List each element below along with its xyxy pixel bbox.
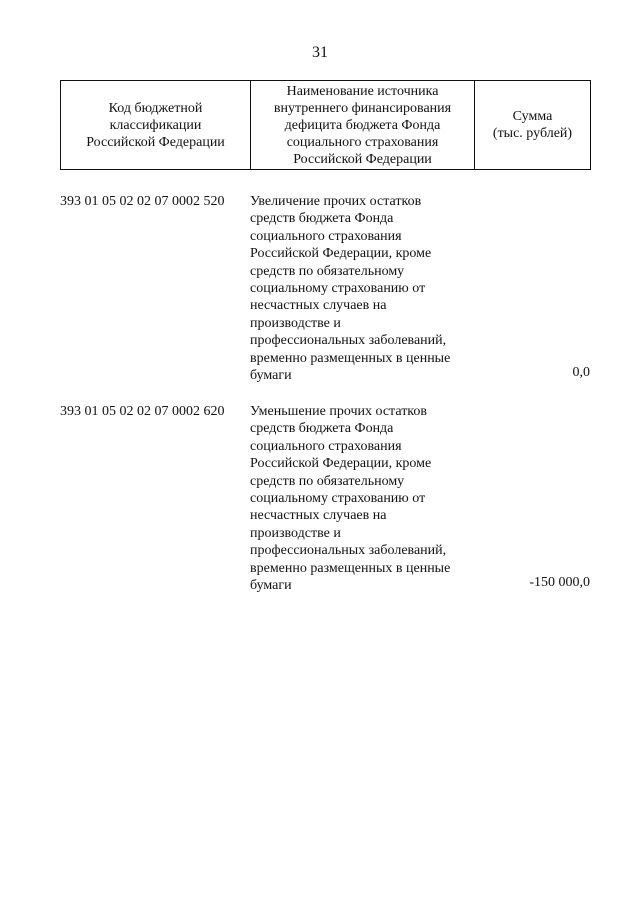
row-name-line: производстве и	[250, 525, 341, 541]
header-name-line: внутреннего финансирования	[273, 100, 452, 116]
row-name-line: профессиональных заболеваний,	[250, 543, 447, 559]
row-name-line: средств по обязательному	[250, 473, 405, 489]
row-name-line: социального страхования	[250, 438, 402, 454]
header-sum-cell	[475, 81, 591, 170]
row-name-line: Увеличение прочих остатков	[250, 194, 422, 209]
page-number: 31	[312, 44, 328, 61]
table-row	[60, 193, 590, 384]
row-name-line: Российской Федерации, кроме	[250, 456, 432, 472]
row-name	[250, 403, 474, 594]
header-sum-line: (тыс. рублей)	[492, 126, 573, 141]
row-code: 393 01 05 02 02 07 0002 620	[60, 404, 225, 419]
row-name-line: социального страхования	[250, 228, 402, 244]
header-name-cell	[251, 81, 475, 170]
row-name-line: средств бюджета Фонда	[250, 421, 394, 437]
header-name-line: социального страхования	[286, 134, 439, 150]
row-name-line: профессиональных заболеваний,	[250, 333, 447, 349]
row-amount: -150 000,0	[529, 574, 590, 590]
row-name-line: временно размещенных в ценные	[250, 560, 451, 576]
row-name-line: Уменьшение прочих остатков	[250, 404, 428, 419]
row-name-line: Российской Федерации, кроме	[250, 246, 432, 262]
row-code: 393 01 05 02 02 07 0002 520	[60, 194, 225, 209]
row-name-line: производстве и	[250, 315, 341, 331]
header-sum-line: Сумма	[512, 109, 553, 124]
row-name-line: средств по обязательному	[250, 263, 405, 279]
header-code-cell	[61, 81, 251, 170]
row-amount: 0,0	[572, 364, 590, 380]
row-name-line: бумаги	[250, 368, 292, 384]
row-name-line: социальному страхованию от	[250, 281, 426, 297]
header-code-line: Код бюджетной	[108, 100, 203, 116]
row-name-line: социальному страхованию от	[250, 491, 426, 507]
table-row	[60, 403, 590, 594]
row-name-line: временно размещенных в ценные	[250, 350, 451, 366]
row-name-line: бумаги	[250, 578, 292, 594]
header-name-line: Российской Федерации	[293, 151, 432, 167]
row-name-line: несчастных случаев на	[250, 298, 387, 314]
header-name-line: дефицита бюджета Фонда	[284, 117, 441, 133]
row-name-line: несчастных случаев на	[250, 508, 387, 524]
table-header	[60, 80, 591, 170]
header-name-line: Наименование источника	[286, 83, 439, 99]
row-name	[250, 193, 474, 384]
row-name-line: средств бюджета Фонда	[250, 211, 394, 227]
header-code-line: классификации	[109, 117, 202, 133]
header-code-line: Российской Федерации	[86, 134, 225, 150]
